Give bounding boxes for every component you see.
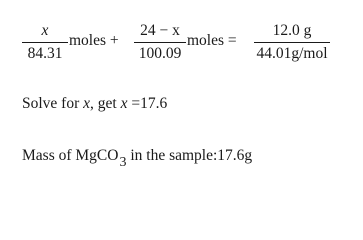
fraction-remainder-over-molar-mass-caco3 [134, 23, 186, 61]
solve-statement [22, 96, 167, 112]
mass-subscript: 3 [119, 155, 127, 170]
fraction-denominator: 100.09 [138, 44, 182, 62]
fraction-denominator: 44.01g/mol [256, 44, 328, 62]
fraction-numerator: 24 − x [140, 22, 180, 39]
moles-plus-text: moles + [69, 32, 119, 49]
solve-variable-2: x [120, 95, 128, 112]
fraction-co2-mass-over-molar-mass [254, 23, 330, 61]
fraction-denominator: 84.31 [27, 44, 63, 62]
mole-equation [22, 16, 352, 66]
fraction-x-over-molar-mass-mgco3 [22, 23, 68, 61]
moles-equals-text: moles = [187, 32, 237, 49]
solve-result: =17.6 [127, 95, 168, 112]
fraction-numerator: x [41, 22, 49, 39]
solve-mid: , get [90, 95, 121, 112]
mass-suffix: in the sample:17.6g [126, 147, 253, 164]
solve-prefix: Solve for [22, 95, 84, 112]
mass-statement [22, 147, 253, 170]
mass-prefix: Mass of MgCO [22, 147, 119, 164]
solve-variable: x [83, 95, 91, 112]
fraction-numerator: 12.0 g [272, 22, 312, 39]
